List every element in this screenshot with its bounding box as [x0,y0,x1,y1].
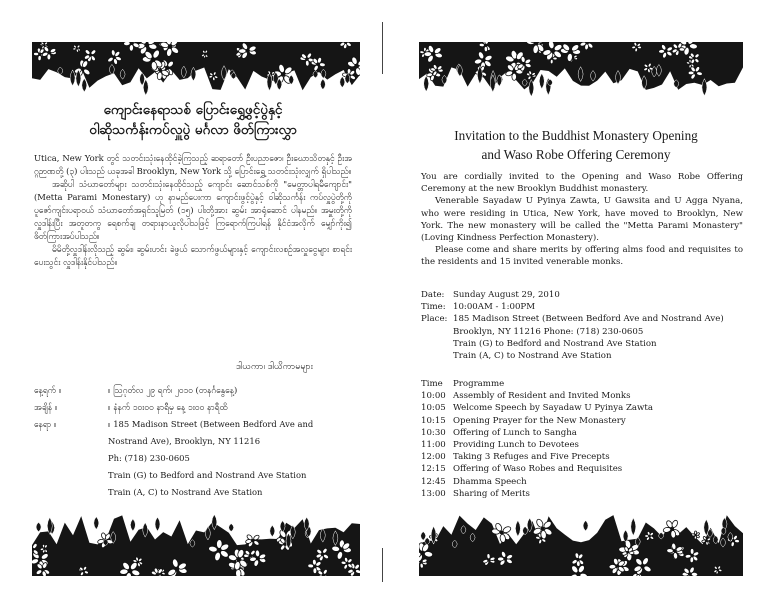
burmese-schedule-label: နေ့ရက် ။ [34,385,62,395]
leaf-icon [421,532,426,541]
burmese-schedule-value: ။ 185 Madison Street (Between Bedford Ave and [108,419,314,429]
programme-value: Providing Lunch to Devotees [453,440,579,451]
programme-value: Sharing of Merits [453,488,530,499]
burmese-schedule-row [34,467,352,484]
burmese-schedule-row [34,433,352,450]
programme-value: Welcome Speech by Sayadaw U Pyinya Zawta [453,403,653,414]
event-detail-label [421,350,453,362]
burmese-schedule-label: အချိန် ။ [34,402,58,412]
programme-value: Taking 3 Refuges and Five Precepts [453,452,610,463]
floral-ornament [419,508,743,576]
programme-row [421,463,751,475]
floral-border-top [32,42,360,96]
programme-label: 10:15 [421,415,446,426]
event-detail-value: Train (A, C) to Nostrand Ave Station [453,351,612,362]
floral-border-bottom [419,508,743,576]
programme-label: 11:00 [421,440,446,451]
burmese-schedule-value: Train (A, C) to Nostrand Ave Station [108,487,263,497]
burmese-schedule-value: Train (G) to Bedford and Nostrand Ave Station [108,470,307,480]
english-paragraph-2: Venerable Sayadaw U Pyinya Zawta, U Gawsita and U Agga Nyana, who were residing in Utica, New York, have moved to Brooklyn, New York. The new monastery will be called the "Metta Parami Monastery" (Loving Kindness Perfection Monastery). [421,196,743,244]
burmese-schedule [34,382,352,501]
programme-label: 10:00 [421,391,446,402]
programme-label: 12:45 [421,476,446,487]
event-detail-label [421,338,453,350]
event-detail-row [421,289,751,301]
programme-label: 12:15 [421,464,446,475]
leaf-icon [36,522,41,532]
burmese-paragraph-2: အဆိုပါ သံဃာတော်များ သတင်းသုံးနေထိုင်သည့် ကျောင်း ဆောင်သစ်ကို "မေတ္တာပါရမီကျောင်း" (Metta Parami Monestary) ဟု နာမည်ပေးကာ ကျောင်းဖွင့်ပွဲနှင့် ဝါဆိုသင်္ကန်း ကပ်လှူပွဲတို့ကို ပူဇော်ကျင်းပရာဝယ် သံဃာတော်အရှင်သူမြတ် (၁၅) ပါးတို့အား ဆွမ်း အာရုံဆောင် ပါနမည်။ အမှူးတို့ကို လှူဒါန်းပြီး အတူတကွ ရေစက်ချ တရားနာယူလိုပါသဖြင့် ကြရောက်ကြပါရန် နိုင်ငံအလိုက် မျှော်ကိုး၍ ဖိတ်ကြားအပ်ပါသည်။ [34,179,352,241]
programme-value: Opening Prayer for the New Monastery [453,415,626,426]
burmese-schedule-row [34,382,352,399]
programme-value: Dhamma Speech [453,476,527,487]
burmese-title [34,100,352,140]
event-detail-value: 185 Madison Street (Between Bedford Ave and Nostrand Ave) [453,314,724,325]
leaf-icon [320,79,325,90]
english-title-line1: Invitation to the Buddhist Monastery Opening [454,128,698,143]
leaf-icon [94,517,99,530]
burmese-schedule-value: ။ နံနက် ၁၀း၀၀ နာရီမှ နေ့ ၁း၀၀ နာရီထိ [108,402,228,412]
programme-value: Assembly of Resident and Invited Monks [453,391,631,402]
burmese-schedule-label [34,484,108,501]
programme-label: 10:05 [421,403,446,414]
event-detail-value: Sunday August 29, 2010 [453,290,560,300]
programme-header [421,378,751,390]
leaf-icon [515,520,520,536]
programme-header-title: Programme [453,379,505,389]
burmese-schedule-value: ။ ဩဂုတ်လ ၂၉ ရက်၊ ၂၀၁၀ (တနင်္ဂနွေနေ့) [108,385,238,395]
programme-row [421,488,751,500]
event-detail-row [421,326,751,338]
event-detail-value: Brooklyn, NY 11216 Phone: (718) 230-0605 [453,326,644,337]
event-details [421,289,751,362]
right-page-english [384,0,768,594]
burmese-schedule-label [34,433,108,450]
programme-row [421,476,751,488]
leaf-icon [539,73,544,88]
burmese-paragraph-1: Utica, New York တွင် သတင်းသုံးနေထိုင်ခဲ့ကြသည့် ဆရာတော် ဦးပညာဇော၊ ဦးဃောသိတနှင့် ဦးအဂ္ဂဉာဏတို့ (၃) ပါးသည် ယခုအခါ Brooklyn, New York သို့ ပြောင်းရွှေ့ သတင်းသုံးလျှက် ရှိပါသည်။ [34,153,352,176]
burmese-schedule-label [34,467,108,484]
event-detail-value: Train (G) to Bedford and Nostrand Ave Station [453,338,657,349]
burmese-schedule-value: Ph: (718) 230-0605 [108,453,190,463]
programme-rows [421,390,751,500]
floral-ornament [419,42,743,96]
burmese-schedule-row [34,416,352,433]
leaf-icon [631,518,636,536]
leaf-icon [229,524,234,532]
programme-row [421,390,751,402]
burmese-schedule-value: Nostrand Ave), Brooklyn, NY 11216 [108,436,261,446]
programme-header-time: Time [421,379,443,389]
event-detail-label: Time: [421,302,446,313]
leaf-icon [270,525,275,536]
programme-value: Offering of Waso Robes and Requisites [453,464,623,475]
burmese-schedule-label: နေရာ ။ [34,419,57,429]
event-detail-row [421,313,751,325]
programme-table [421,378,751,500]
event-detail-row [421,338,751,350]
leaf-icon [130,519,135,531]
event-detail-label [421,326,453,338]
burmese-title-line1: ကျောင်းနေရာသစ် ပြောင်းရွှေ့ဖွင့်ပွဲနှင့် [103,102,283,118]
programme-label: 13:00 [421,488,446,499]
burmese-body [34,152,352,269]
floral-border-top [419,42,743,96]
programme-row [421,415,751,427]
burmese-signoff: ဒါယကာ၊ ဒါယိကာမများ [236,362,313,372]
leaf-icon [583,521,588,531]
burmese-paragraph-3: မိမိတို့လှူဒါန်းလိုသည့် ဆွမ်း၊ ဆွမ်းဟင်း ခဲဖွယ် သောက်ဖွယ်များနှင့် ကျောင်းလစဉ်အလှူငွေများ စာရင်းပေးသွင်း လှူဒါန်းနိုင်ပါသည်။ [34,244,352,267]
leaf-icon [82,79,87,92]
event-detail-label: Place: [421,314,448,325]
event-detail-row [421,350,751,362]
english-title-line2: and Waso Robe Offering Ceremony [481,147,671,162]
programme-label: 10:30 [421,427,446,438]
burmese-title-line2: ဝါဆိုသင်္ကန်းကပ်လှူပွဲ မင်္ဂလာ ဖိတ်ကြားလွှာ [89,122,297,138]
burmese-schedule-row [34,450,352,467]
burmese-schedule-row [34,484,352,501]
programme-row [421,439,751,451]
floral-border-bottom [32,508,360,576]
leaf-icon [340,77,345,88]
english-body [421,171,743,269]
programme-row [421,427,751,439]
programme-label: 12:00 [421,452,446,463]
programme-row [421,402,751,414]
event-detail-label: Date: [421,290,445,300]
english-title [406,126,746,164]
burmese-schedule-row [34,399,352,416]
floral-ornament [32,508,360,576]
event-detail-value: 10:00AM - 1:00PM [453,302,536,313]
burmese-schedule-label [34,450,108,467]
english-paragraph-3: Please come and share merits by offering alms food and requisites to the residents and 15 invited venerable monks. [421,245,743,268]
leaf-icon [424,76,429,92]
event-detail-row [421,301,751,313]
programme-value: Offering of Lunch to Sangha [453,427,577,438]
leaf-icon [155,517,160,531]
programme-row [421,451,751,463]
english-paragraph-1: You are cordially invited to the Opening and Waso Robe Offering Ceremony at the new Brooklyn Buddhist monastery. [421,172,743,195]
floral-ornament [32,42,360,96]
